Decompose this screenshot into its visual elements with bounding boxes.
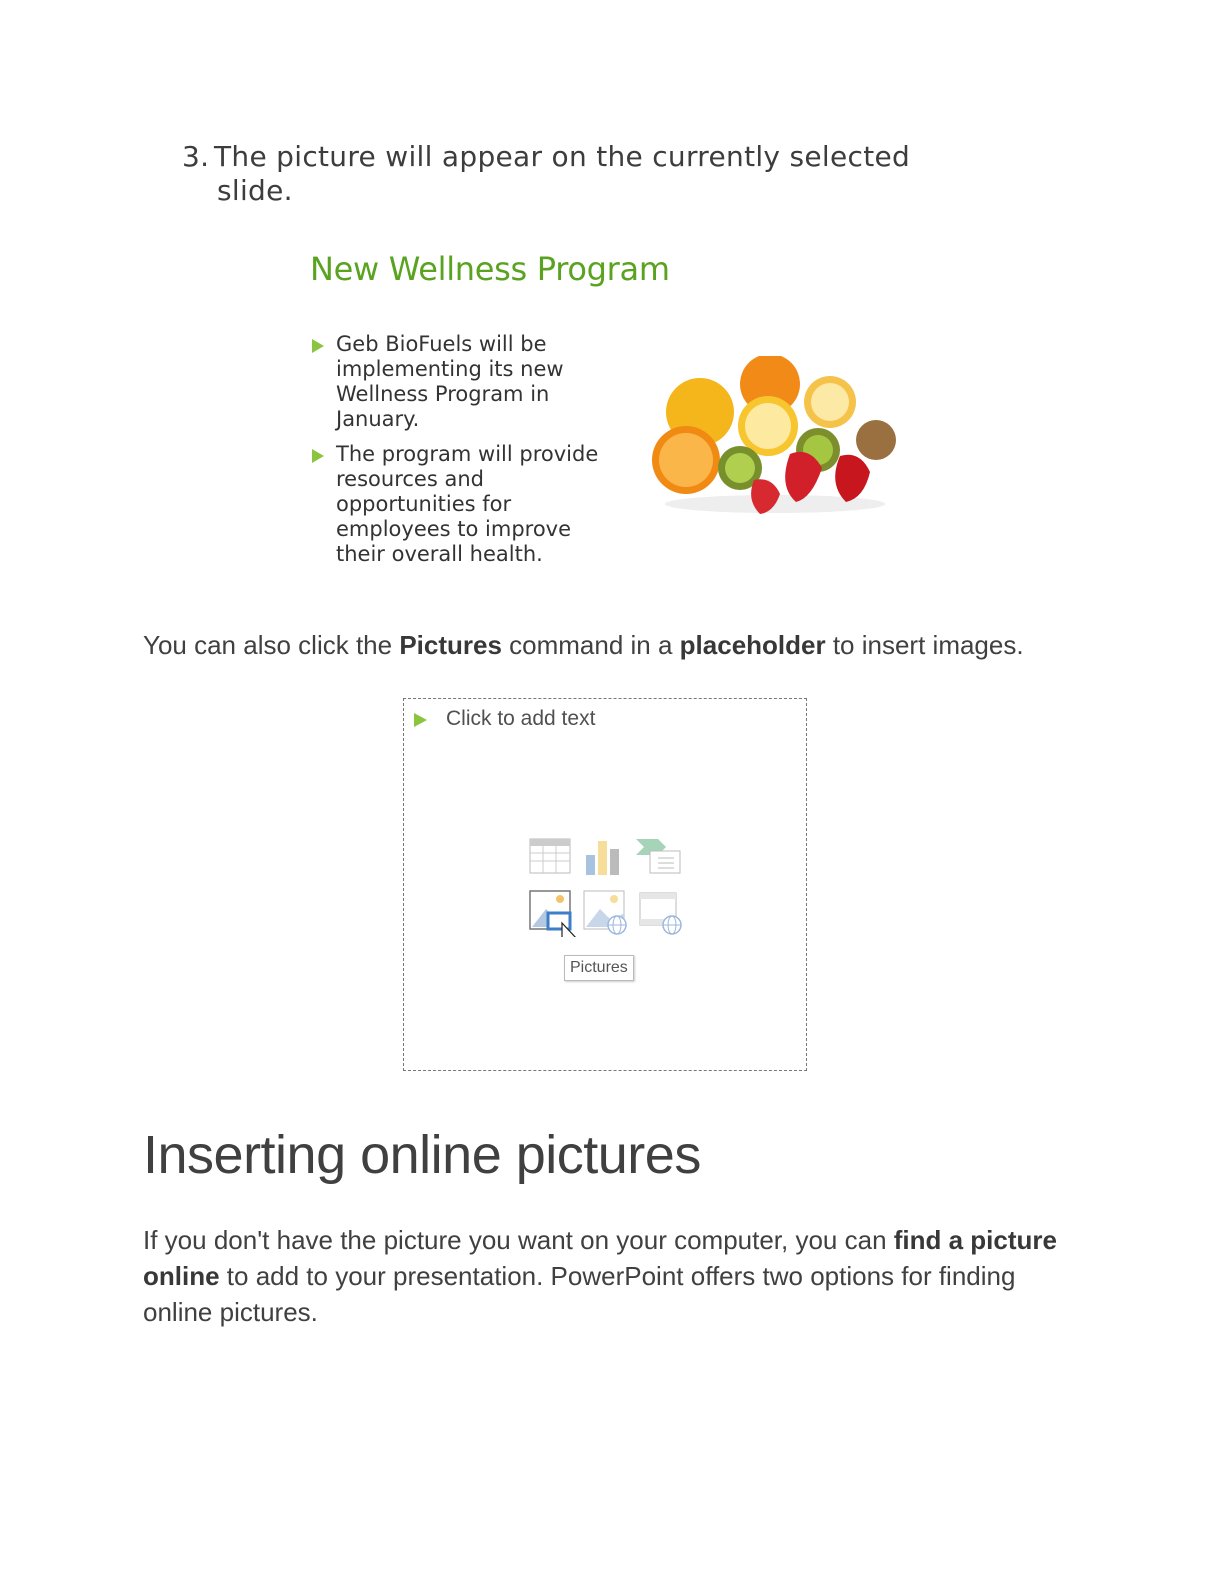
section-heading: Inserting online pictures (143, 1125, 701, 1185)
fruit-picture (650, 356, 900, 516)
placeholder-icons (528, 837, 688, 937)
chart-icon[interactable] (586, 841, 619, 875)
slide-title: New Wellness Program (310, 250, 670, 288)
placeholder-prompt[interactable] (414, 707, 595, 731)
slide-bullet-2 (310, 442, 610, 567)
smartart-icon[interactable] (636, 839, 680, 873)
step-3 (182, 140, 962, 208)
bullet-triangle-icon (414, 713, 427, 727)
text: to insert images. (825, 630, 1024, 660)
text: command in a (501, 630, 680, 660)
online-pictures-paragraph (143, 1222, 1083, 1330)
placeholder-term: placeholder (679, 630, 826, 660)
slide-screenshot (310, 250, 910, 580)
intro-paragraph (143, 630, 1024, 661)
content-placeholder[interactable] (403, 698, 807, 1071)
text: If you don't have the picture you want on your computer, you can (143, 1225, 894, 1255)
pictures-tooltip: Pictures (564, 955, 634, 981)
step-text-line1: The picture will appear on the currently selected (214, 140, 911, 173)
bullet-triangle-icon (312, 339, 324, 353)
online-pictures-icon[interactable] (584, 891, 626, 934)
pictures-term: Pictures (399, 630, 502, 660)
text: to add to your presentation. PowerPoint offers two options for finding online pictures. (143, 1261, 1016, 1327)
find-online-term: find a picture online (143, 1225, 1057, 1291)
text: You can also click the (143, 630, 400, 660)
table-icon[interactable] (530, 839, 570, 873)
slide-bullet-1 (310, 332, 610, 432)
slide-bullet-1-text: Geb BioFuels will be implementing its new Wellness Program in January. (336, 332, 564, 431)
online-video-icon[interactable] (640, 893, 681, 934)
step-text-line2: slide. (217, 174, 293, 207)
slide-bullets (310, 332, 610, 577)
placeholder-prompt-text: Click to add text (446, 707, 596, 730)
slide-bullet-2-text: The program will provide resources and opportunities for employees to improve their overall health. (336, 442, 599, 566)
step-number: 3. (182, 140, 210, 173)
pictures-icon[interactable] (530, 891, 577, 937)
bullet-triangle-icon (312, 449, 324, 463)
